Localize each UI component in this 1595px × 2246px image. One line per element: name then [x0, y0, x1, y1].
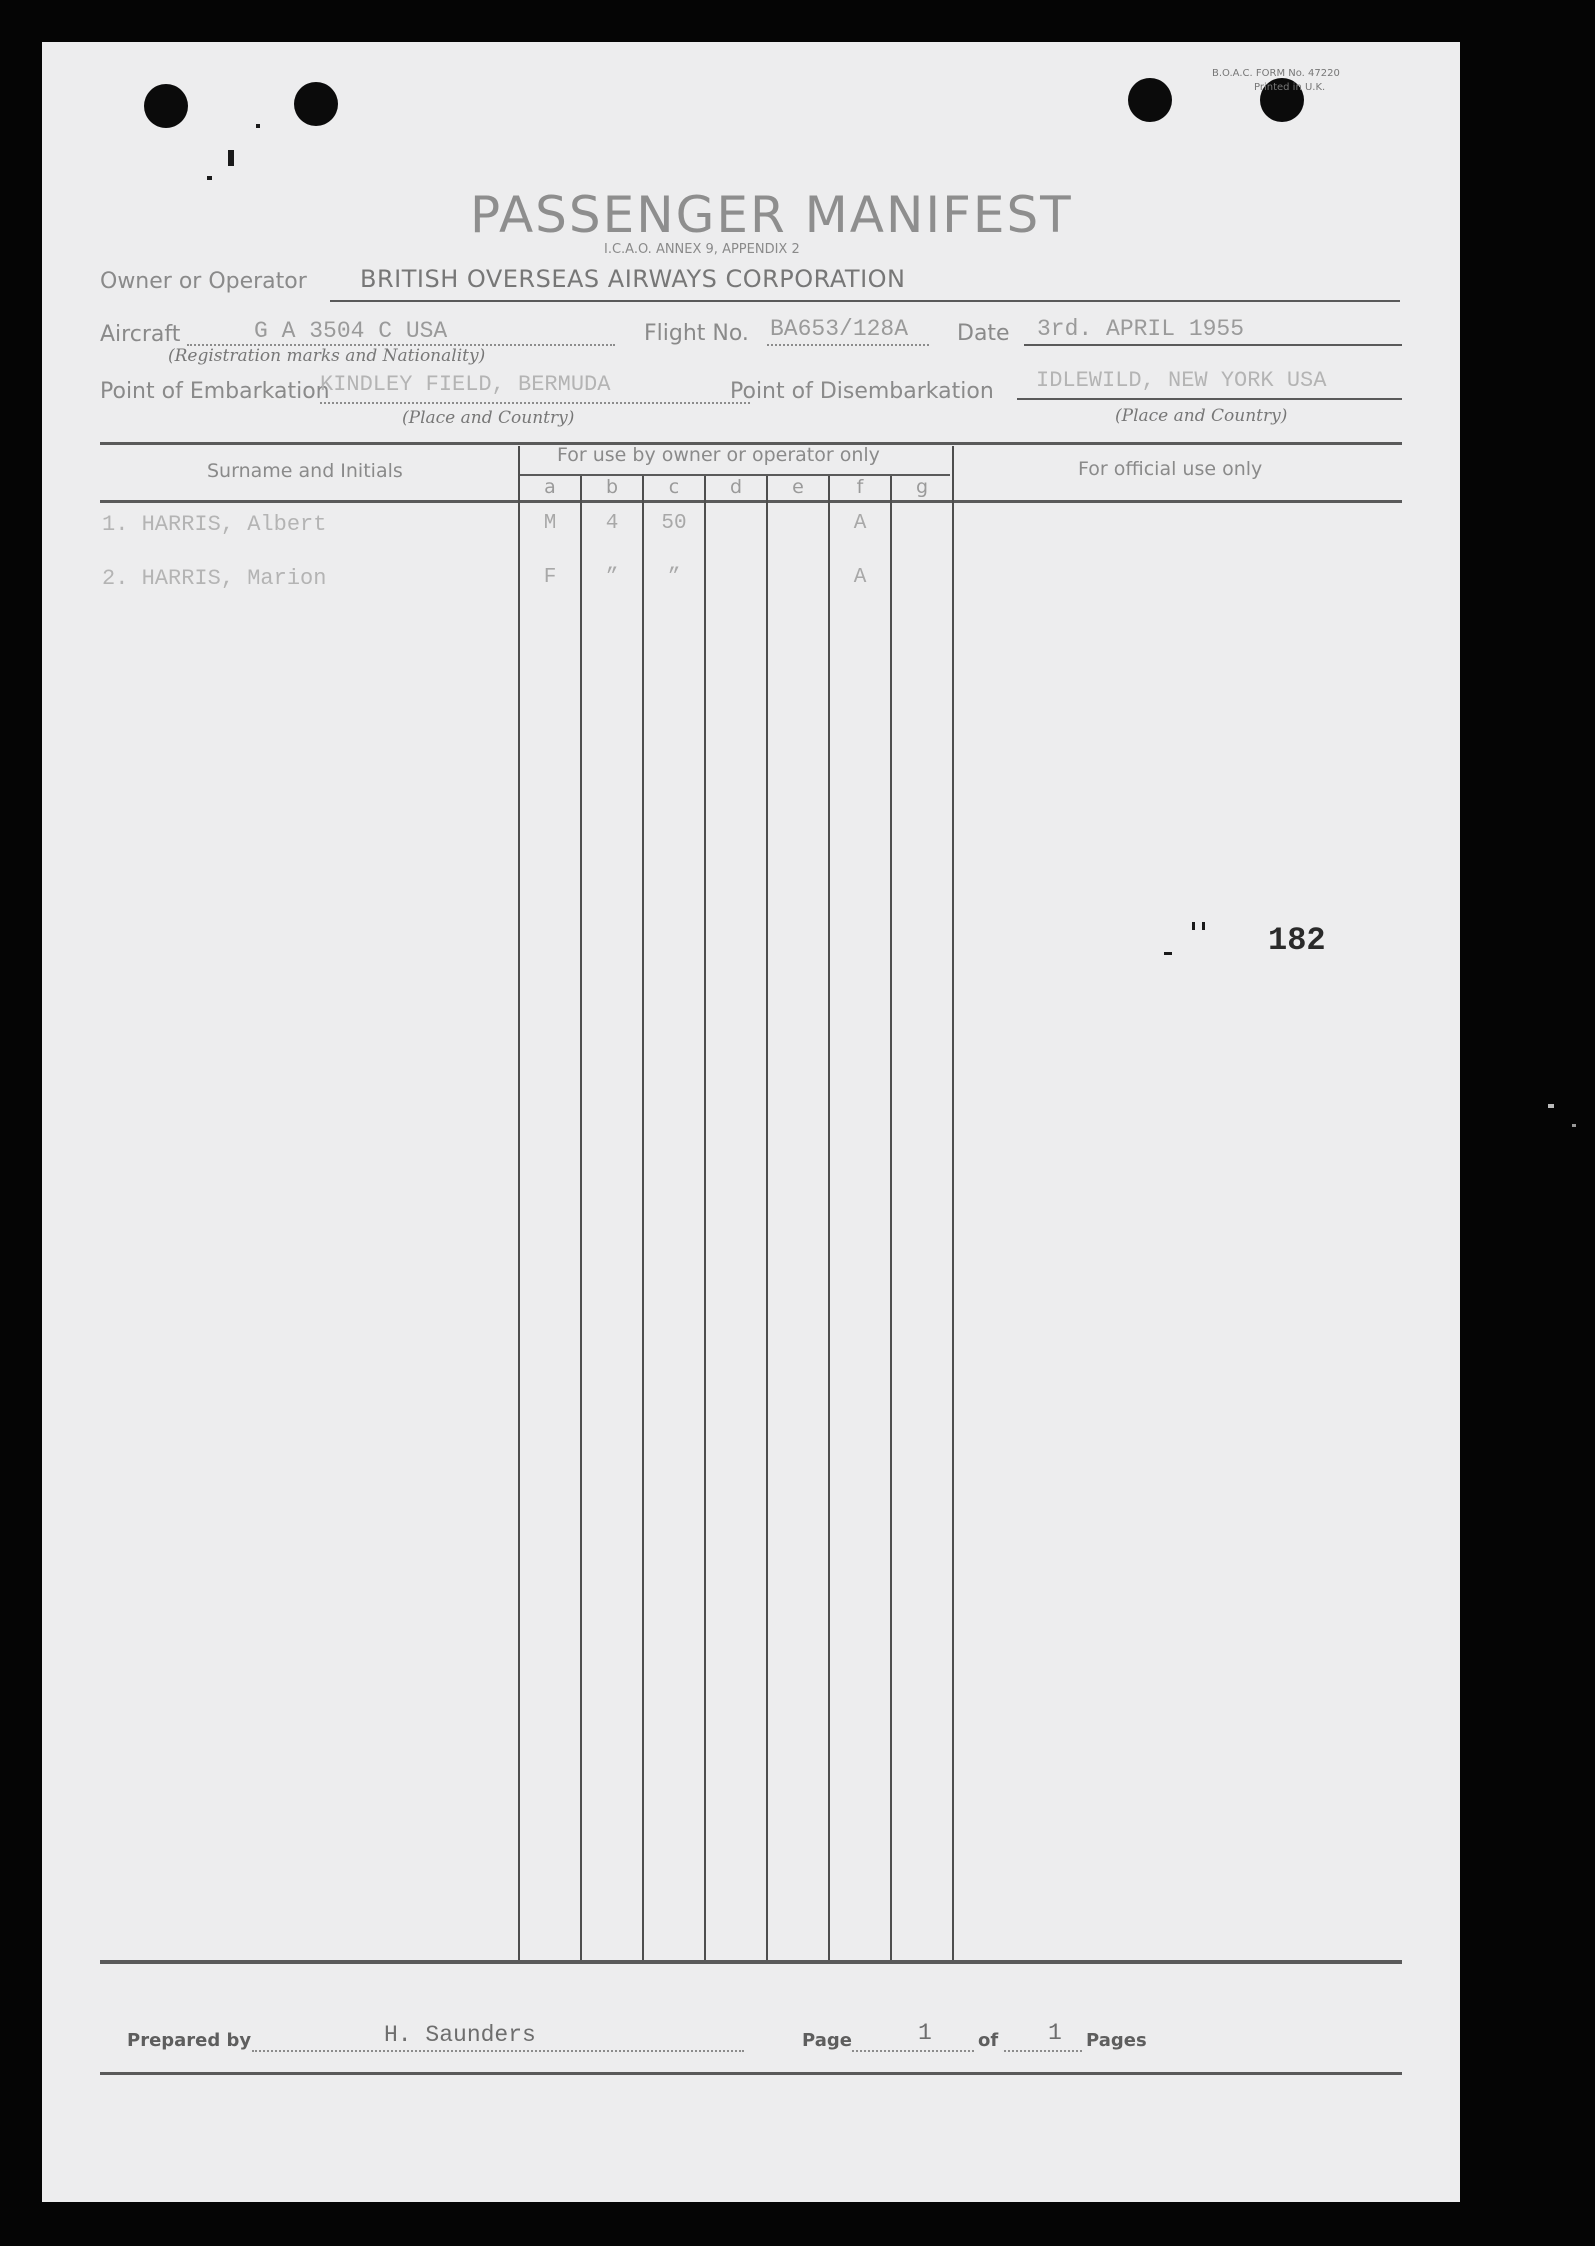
subcol-header-e: e [792, 476, 804, 498]
ink-speck [228, 150, 234, 166]
date-underline [1024, 344, 1402, 346]
stamp-mark [1164, 952, 1172, 955]
owner-underline [330, 300, 1400, 302]
aircraft-label: Aircraft [100, 322, 181, 347]
owner-label: Owner or Operator [100, 269, 307, 294]
col-line [580, 476, 582, 1962]
col-line [766, 476, 768, 1962]
prepared-by-underline [252, 2050, 744, 2052]
pages-label: Pages [1086, 2030, 1147, 2051]
subcol-header-a: a [544, 476, 556, 498]
form-ref-line1: B.O.A.C. FORM No. 47220 [1212, 68, 1340, 79]
edge-speck [1572, 1124, 1576, 1127]
disembarkation-underline [1017, 398, 1402, 400]
col-line [828, 476, 830, 1962]
manifest-page [42, 42, 1460, 2202]
aircraft-note: (Registration marks and Nationality) [168, 346, 486, 366]
subcol-header-c: c [668, 476, 680, 498]
cell-a: F [543, 566, 557, 589]
flight-value: BA653/128A [770, 316, 909, 342]
embarkation-underline [320, 402, 750, 404]
table-header-rule [100, 500, 1402, 503]
disembarkation-note: (Place and Country) [1115, 406, 1288, 426]
punch-hole [1128, 78, 1172, 122]
col-header-name: Surname and Initials [207, 460, 403, 482]
passenger-name: 1. HARRIS, Albert [102, 512, 327, 537]
subcol-header-b: b [605, 476, 619, 498]
col-header-official: For official use only [1078, 458, 1263, 480]
stamp-number: 182 [1268, 922, 1326, 959]
col-line [890, 476, 892, 1962]
date-label: Date [957, 321, 1010, 346]
date-value: 3rd. APRIL 1955 [1037, 316, 1245, 342]
stamp-mark [1202, 922, 1205, 930]
passenger-name: 2. HARRIS, Marion [102, 566, 327, 591]
embarkation-value: KINDLEY FIELD, BERMUDA [320, 372, 611, 397]
prepared-by-value: H. Saunders [384, 2022, 536, 2048]
embarkation-note: (Place and Country) [402, 408, 575, 428]
owner-value: BRITISH OVERSEAS AIRWAYS CORPORATION [360, 265, 906, 293]
ink-speck [207, 176, 212, 180]
subcol-header-d: d [729, 476, 743, 498]
page-label: Page [802, 2030, 852, 2051]
col-line [952, 446, 954, 1962]
of-label: of [978, 2030, 999, 2051]
footer-rule [100, 1960, 1402, 1964]
page-subtitle: I.C.A.O. ANNEX 9, APPENDIX 2 [604, 242, 800, 257]
aircraft-value: G A 3504 C USA [254, 318, 448, 344]
ink-speck [256, 124, 260, 128]
prepared-by-label: Prepared by [127, 2030, 252, 2051]
col-header-owner-group: For use by owner or operator only [557, 444, 880, 466]
cell-f: A [853, 566, 867, 589]
cell-c: ” [667, 566, 681, 589]
punch-hole [144, 84, 188, 128]
cell-c: 50 [661, 512, 687, 535]
cell-b: 4 [605, 512, 619, 535]
page-number-value: 1 [918, 2020, 932, 2046]
page-number-underline [852, 2050, 974, 2052]
cell-b: ” [605, 566, 619, 589]
flight-label: Flight No. [644, 321, 749, 346]
col-line [518, 446, 520, 1962]
footer-rule-bottom [100, 2072, 1402, 2075]
cell-f: A [853, 512, 867, 535]
col-line [704, 476, 706, 1962]
flight-underline [767, 344, 929, 346]
edge-speck [1548, 1104, 1554, 1108]
page-title: PASSENGER MANIFEST [470, 186, 1073, 244]
disembarkation-value: IDLEWILD, NEW YORK USA [1036, 368, 1327, 393]
punch-hole [294, 82, 338, 126]
total-pages-value: 1 [1048, 2020, 1062, 2046]
total-pages-underline [1004, 2050, 1082, 2052]
cell-a: M [543, 512, 557, 535]
disembarkation-label: Point of Disembarkation [730, 379, 994, 404]
subcol-header-f: f [856, 476, 864, 498]
stamp-mark [1192, 922, 1195, 930]
subcol-header-g: g [915, 476, 929, 498]
embarkation-label: Point of Embarkation [100, 379, 330, 404]
form-ref-line2: Printed in U.K. [1254, 82, 1326, 93]
col-line [642, 476, 644, 1962]
